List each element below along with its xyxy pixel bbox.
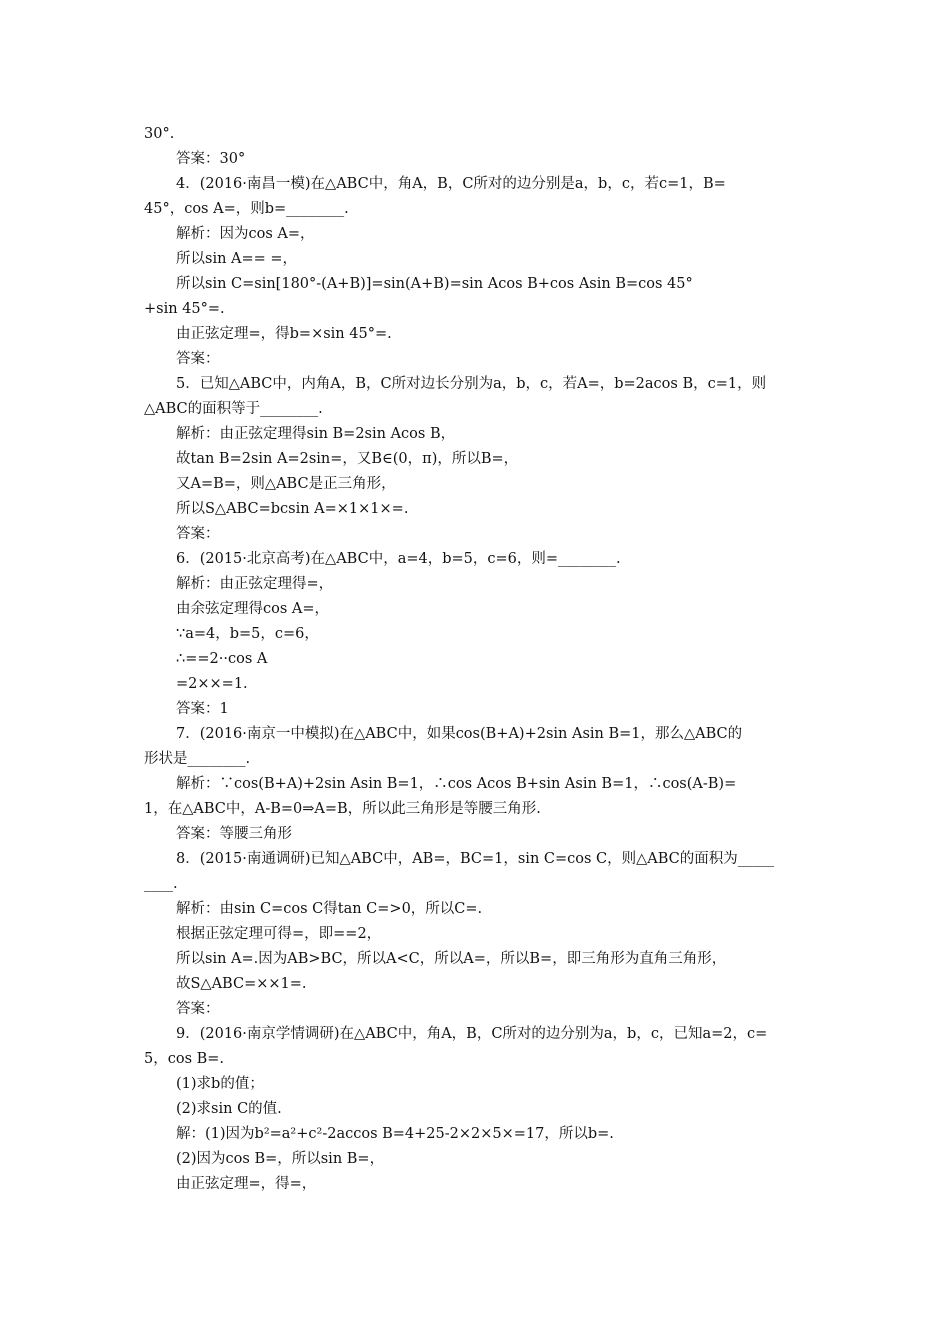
sub-question-line: (2)求sin C的值.: [176, 1101, 282, 1117]
solution-line: 又A=B=，则△ABC是正三角形，: [176, 476, 396, 492]
solution-line: 由余弦定理得cos A=，: [176, 601, 330, 617]
question-line: 5，cos B=.: [144, 1051, 225, 1067]
solution-line: 由正弦定理=，得=，: [176, 1176, 317, 1192]
solution-line: 解析：因为cos A=，: [176, 226, 315, 242]
solution-line: 所以sin A=.因为AB>BC，所以A<C，所以A=，所以B=，即三角形为直角三角形，: [176, 951, 727, 967]
question-line: 形状是________.: [144, 751, 251, 767]
solution-line: 故S△ABC=××1=.: [176, 976, 307, 992]
solution-line: =2××=1.: [176, 676, 248, 692]
solution-line: ∵a=4，b=5，c=6，: [176, 626, 319, 642]
sub-question-line: (1)求b的值；: [176, 1076, 264, 1092]
solution-line: 故tan B=2sin A=2sin=，又B∈(0，π)，所以B=，: [176, 451, 519, 467]
text-line: 30°.: [144, 126, 175, 142]
question-line: 8．(2015·南通调研)已知△ABC中，AB=，BC=1，sin C=cos C，则△ABC的面积为_____: [176, 851, 775, 867]
question-line: ____.: [144, 876, 178, 892]
answer-line: 答案：等腰三角形: [176, 826, 292, 842]
question-line: 5．已知△ABC中，内角A，B，C所对边长分别为a，b，c，若A=，b=2acos B，c=1，则: [176, 376, 767, 392]
solution-line: 解析：由正弦定理得=，: [176, 576, 334, 592]
solution-line: 解析：∵cos(B+A)+2sin Asin B=1，∴cos Acos B+sin Asin B=1，∴cos(A-B)=: [176, 776, 737, 792]
solution-line: 1，在△ABC中，A-B=0⇒A=B，所以此三角形是等腰三角形.: [144, 801, 541, 817]
solution-line: 解析：由正弦定理得sin B=2sin Acos B，: [176, 426, 456, 442]
question-line: 45°，cos A=，则b=________.: [144, 201, 349, 217]
question-line: 6．(2015·北京高考)在△ABC中，a=4，b=5，c=6，则=________.: [176, 551, 621, 567]
question-line: 9．(2016·南京学情调研)在△ABC中，角A，B，C所对的边分别为a，b，c，已知a=2，c=: [176, 1026, 768, 1042]
solution-line: 解析：由sin C=cos C得tan C=>0，所以C=.: [176, 901, 483, 917]
solution-line: 根据正弦定理可得=，即==2，: [176, 926, 382, 942]
question-line: 7．(2016·南京一中模拟)在△ABC中，如果cos(B+A)+2sin Asin B=1，那么△ABC的: [176, 726, 743, 742]
solution-line: 所以S△ABC=bcsin A=×1×1×=.: [176, 501, 409, 517]
question-line: △ABC的面积等于________.: [144, 401, 323, 417]
solution-line: 所以sin C=sin[180°-(A+B)]=sin(A+B)=sin Acos B+cos Asin B=cos 45°: [176, 276, 693, 292]
answer-line: 答案：30°: [176, 151, 246, 167]
answer-line: 答案：1: [176, 701, 229, 717]
answer-line: 答案：: [176, 351, 220, 367]
solution-line: 由正弦定理=，得b=×sin 45°=.: [176, 326, 392, 342]
solution-line: +sin 45°=.: [144, 301, 225, 317]
solution-line: (2)因为cos B=，所以sin B=，: [176, 1151, 385, 1167]
question-line: 4．(2016·南昌一模)在△ABC中，角A，B，C所对的边分别是a，b，c，若c=1，B=: [176, 176, 726, 192]
solution-line: 所以sin A== =，: [176, 251, 298, 267]
solution-line: 解：(1)因为b²=a²+c²-2accos B=4+25-2×2×5×=17，所以b=.: [176, 1126, 614, 1142]
answer-line: 答案：: [176, 1001, 220, 1017]
answer-line: 答案：: [176, 526, 220, 542]
solution-line: ∴==2··cos A: [176, 651, 268, 667]
